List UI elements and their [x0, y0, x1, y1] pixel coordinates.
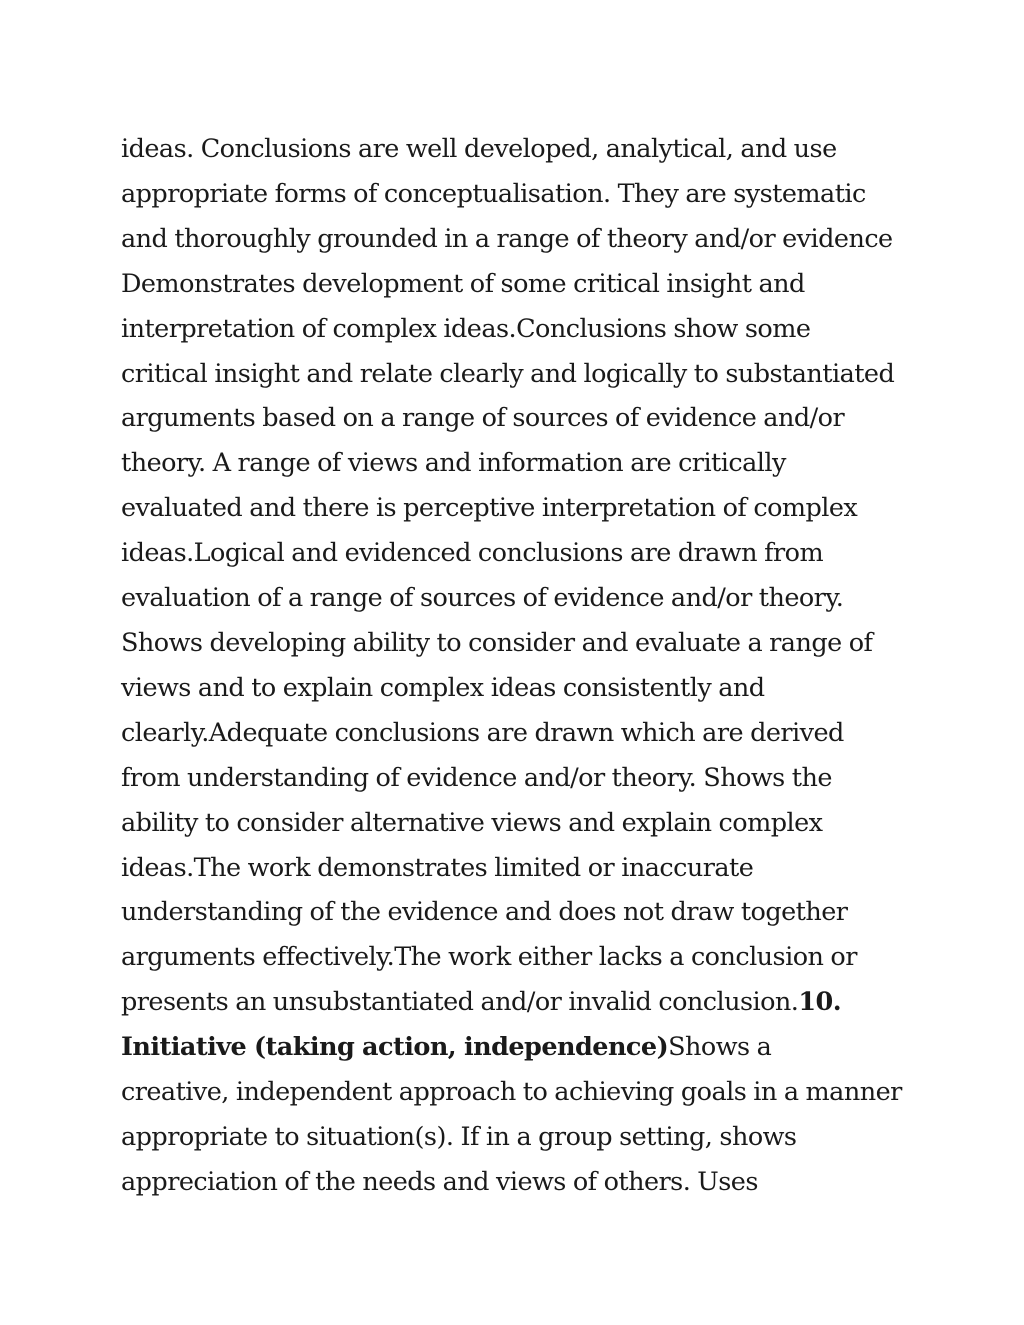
text-line: ideas.Logical and evidenced conclusions are drawn from: [121, 538, 824, 569]
text-line: from understanding of evidence and/or theory. Shows the: [121, 762, 832, 793]
text-line: theory. A range of views and information are critically: [121, 448, 786, 479]
text-line: creative, independent approach to achieving goals in a manner: [121, 1077, 902, 1108]
text-line: appreciation of the needs and views of others. Uses: [121, 1166, 758, 1197]
text-line: [121, 1025, 911, 1070]
text-line: ability to consider alternative views and explain complex: [121, 807, 823, 838]
text-line: [121, 980, 911, 1025]
text-segment: presents an unsubstantiated and/or invalid conclusion.: [121, 987, 799, 1018]
text-line: arguments effectively.The work either lacks a conclusion or: [121, 942, 857, 973]
text-line: ideas.The work demonstrates limited or inaccurate: [121, 852, 754, 883]
text-line: appropriate forms of conceptualisation. They are systematic: [121, 178, 866, 209]
text-line: evaluated and there is perceptive interpretation of complex: [121, 493, 858, 524]
document-body: [121, 127, 911, 1205]
section-number: 10.: [798, 987, 842, 1018]
text-line: arguments based on a range of sources of evidence and/or: [121, 403, 845, 434]
text-segment: Shows a: [668, 1032, 772, 1063]
text-line: understanding of the evidence and does not draw together: [121, 897, 848, 928]
text-line: evaluation of a range of sources of evidence and/or theory.: [121, 583, 844, 614]
text-line: Shows developing ability to consider and evaluate a range of: [121, 627, 873, 658]
text-line: Demonstrates development of some critical insight and: [121, 268, 805, 299]
text-line: views and to explain complex ideas consistently and: [121, 672, 765, 703]
text-line: critical insight and relate clearly and logically to substantiated: [121, 358, 895, 389]
section-heading: Initiative (taking action, independence): [121, 1032, 669, 1063]
text-line: clearly.Adequate conclusions are drawn which are derived: [121, 717, 844, 748]
text-line: and thoroughly grounded in a range of theory and/or evidence: [121, 223, 893, 254]
text-line: appropriate to situation(s). If in a group setting, shows: [121, 1121, 797, 1152]
text-line: ideas. Conclusions are well developed, analytical, and use: [121, 134, 837, 164]
text-line: interpretation of complex ideas.Conclusions show some: [121, 313, 811, 344]
